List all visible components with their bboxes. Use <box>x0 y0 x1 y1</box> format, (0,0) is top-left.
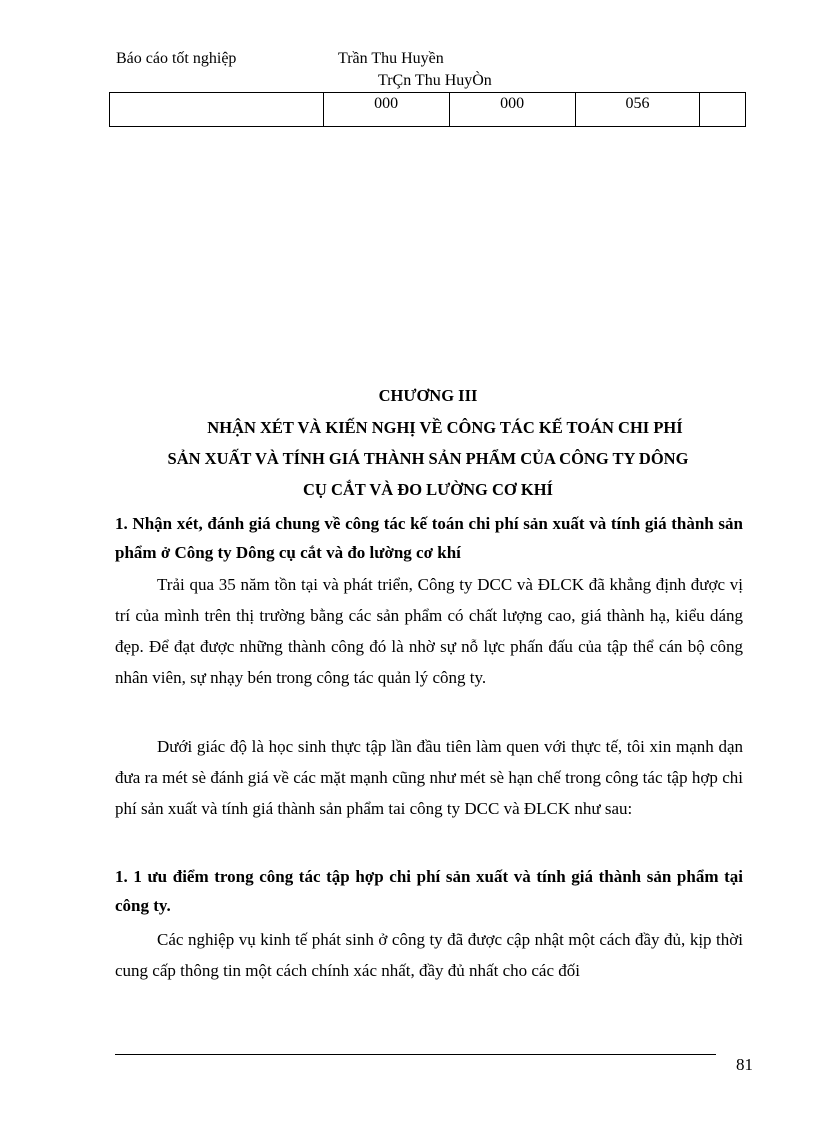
table-cell: 000 <box>449 93 575 127</box>
header-author: Trần Thu Huyền <box>338 50 444 67</box>
table-cell <box>110 93 324 127</box>
table-cell <box>700 93 746 127</box>
table-row <box>110 93 746 127</box>
section-heading: 1. Nhận xét, đánh giá chung về công tác kế toán chi phí sản xuất và tính giá thành sản phẩm ở Công ty Dông cụ cắt và đo lường cơ khí <box>115 514 743 562</box>
chapter-title-line: CỤ CẮT VÀ ĐO LƯỜNG CƠ KHÍ <box>303 480 553 499</box>
header-report-label: Báo cáo tốt nghiệp <box>116 50 237 67</box>
table-cell: 000 <box>323 93 449 127</box>
data-table <box>109 92 746 127</box>
header-author-garbled: TrÇn Thu HuyÒn <box>378 72 492 89</box>
paragraph: Trải qua 35 năm tồn tại và phát triển, Công ty DCC và ĐLCK đã khẳng định được vị trí của mình trên thị trường bằng các sản phẩm có chất lượng cao, giá thành hạ, kiểu dáng đẹp. Để đạt được những thành công đó là nhờ sự nỗ lực phấn đấu của tập thể cán bộ công nhân viên, sự nhạy bén trong công tác quản lý công ty. <box>115 575 743 687</box>
table-cell: 056 <box>575 93 700 127</box>
chapter-title-line: NHẬN XÉT VÀ KIẾN NGHỊ VỀ CÔNG TÁC KẾ TOÁN CHI PHÍ <box>207 418 683 437</box>
footer-divider <box>115 1054 716 1055</box>
paragraph: Dưới giác độ là học sinh thực tập lần đầu tiên làm quen với thực tế, tôi xin mạnh dạn đưa ra mét sè đánh giá về các mặt mạnh cũng như mét sè hạn chế trong công tác tập hợp chi phí sản xuất và tính giá thành sản phẩm tai công ty DCC và ĐLCK như sau: <box>115 737 743 818</box>
paragraph: Các nghiệp vụ kinh tế phát sinh ở công ty đã được cập nhật một cách đầy đủ, kịp thời cung cấp thông tin một cách chính xác nhất, đầy đủ nhất cho các đối <box>115 930 743 980</box>
chapter-title-line: SẢN XUẤT VÀ TÍNH GIÁ THÀNH SẢN PHẨM CỦA CÔNG TY DÔNG <box>167 449 689 468</box>
chapter-number: CHƯƠNG III <box>378 386 478 405</box>
page-number: 81 <box>736 1055 753 1074</box>
section-heading: 1. 1 ưu điểm trong công tác tập hợp chi phí sản xuất và tính giá thành sản phẩm tại công ty. <box>115 867 743 915</box>
